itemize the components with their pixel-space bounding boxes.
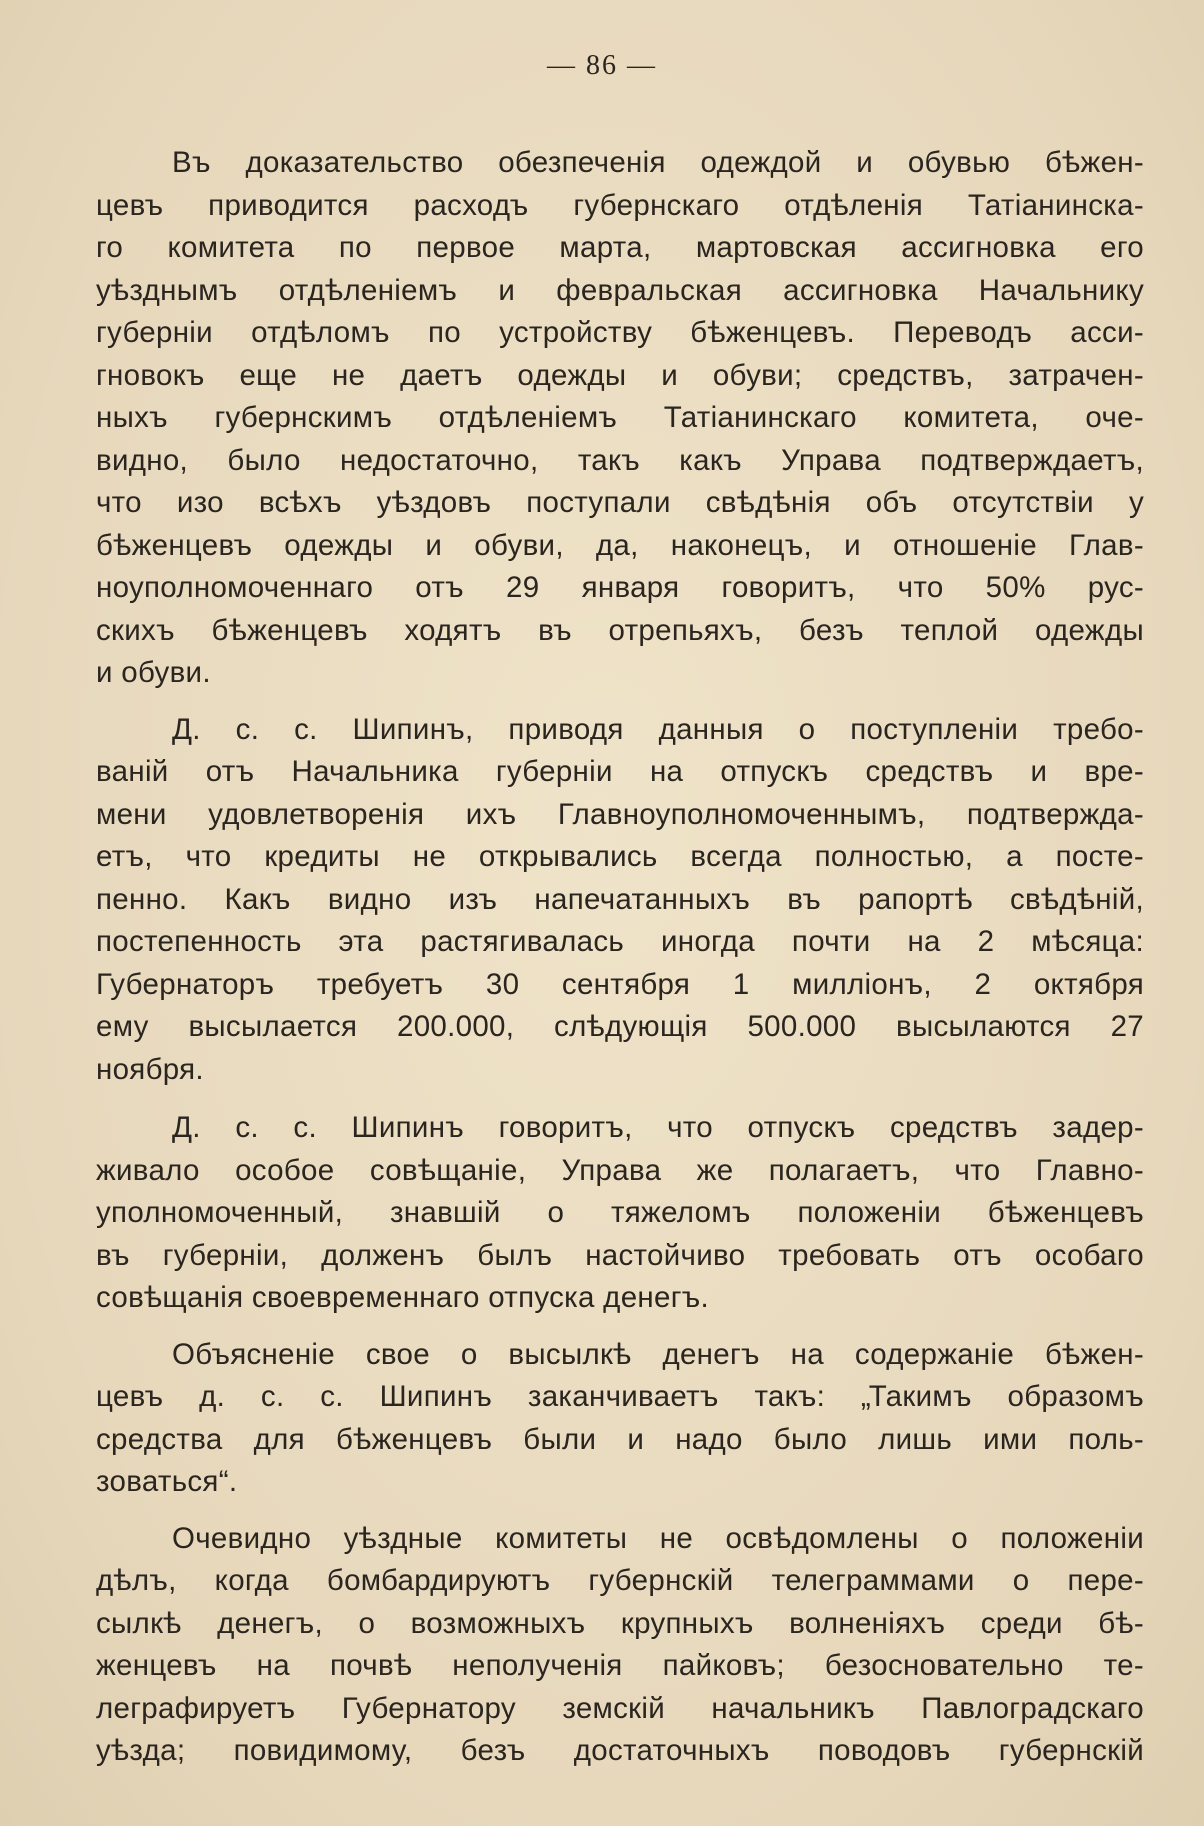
text-line: Въ доказательство обезпеченія одеждой и обувью бѣжен-: [172, 146, 1144, 179]
text-line: цевъ приводится расходъ губернскаго отдѣленія Татіанинска-: [96, 188, 1144, 222]
text-line: пенно. Какъ видно изъ напечатанныхъ въ рапортѣ свѣдѣній,: [96, 882, 1144, 916]
text-line: уѣзднымъ отдѣленіемъ и февральская ассигновка Начальнику: [96, 273, 1144, 307]
text-line: губерніи отдѣломъ по устройству бѣженцевъ. Переводъ асси-: [96, 316, 1144, 349]
text-line: Д. с. с. Шипинъ, приводя данныя о поступленіи требо-: [172, 712, 1144, 746]
text-line: въ губерніи, долженъ былъ настойчиво требовать отъ особаго: [96, 1238, 1144, 1272]
text-line: скихъ бѣженцевъ ходятъ въ отрепьяхъ, безъ теплой одежды: [96, 613, 1144, 647]
text-line: Д. с. с. Шипинъ говоритъ, что отпускъ средствъ задер-: [172, 1111, 1144, 1144]
paragraph: [96, 709, 1144, 1092]
text-line: уѣзда; повидимому, безъ достаточныхъ поводовъ губернскій: [96, 1734, 1144, 1767]
text-line: гновокъ еще не даетъ одежды и обуви; средствъ, затрачен-: [96, 358, 1144, 392]
text-line: что изо всѣхъ уѣздовъ поступали свѣдѣнія объ отсутствіи у: [96, 486, 1144, 519]
text-line: средства для бѣженцевъ были и надо было лишь ими поль-: [96, 1422, 1144, 1456]
text-line: леграфируетъ Губернатору земскій начальникъ Павлоградскаго: [96, 1691, 1144, 1725]
text-line: ноуполномоченнаго отъ 29 января говоритъ, что 50% рус-: [96, 571, 1144, 604]
text-line: живало особое совѣщаніе, Управа же полагаетъ, что Главно-: [96, 1153, 1144, 1187]
paragraph: [96, 1334, 1144, 1504]
text-line: ваній отъ Начальника губерніи на отпускъ средствъ и вре-: [96, 755, 1144, 788]
text-line: цевъ д. с. с. Шипинъ заканчиваетъ такъ: „Такимъ образомъ: [96, 1380, 1144, 1413]
text-line: Губернаторъ требуетъ 30 сентября 1 милліонъ, 2 октября: [96, 967, 1144, 1001]
text-line: го комитета по первое марта, мартовская ассигновка его: [96, 231, 1144, 264]
paragraph: [96, 142, 1144, 695]
text-line: ноября.: [96, 1052, 204, 1086]
text-line: зоваться“.: [96, 1465, 238, 1498]
text-line: и обуви.: [96, 656, 211, 689]
text-line: ему высылается 200.000, слѣдующія 500.000 высылаются 27: [96, 1010, 1144, 1043]
text-line: Объясненіе свое о высылкѣ денегъ на содержаніе бѣжен-: [172, 1337, 1144, 1371]
text-line: ныхъ губернскимъ отдѣленіемъ Татіанинскаго комитета, оче-: [96, 401, 1144, 434]
text-line: дѣлъ, когда бомбардируютъ губернскій телеграммами о пере-: [96, 1564, 1144, 1597]
text-line: етъ, что кредиты не открывались всегда полностью, а посте-: [96, 840, 1144, 873]
text-line: совѣщанія своевременнаго отпуска денегъ.: [96, 1281, 709, 1314]
text-line: видно, было недостаточно, такъ какъ Управа подтверждаетъ,: [96, 443, 1144, 477]
text-line: постепенность эта растягивалась иногда почти на 2 мѣсяца:: [96, 925, 1144, 958]
text-line: сылкѣ денегъ, о возможныхъ крупныхъ волненіяхъ среди бѣ-: [96, 1606, 1144, 1640]
text-line: уполномоченный, знавшій о тяжеломъ положеніи бѣженцевъ: [96, 1196, 1144, 1229]
text-line: мени удовлетворенія ихъ Главноуполномоченнымъ, подтвержда-: [96, 797, 1144, 831]
page-number: — 86 —: [547, 50, 657, 81]
paragraph: [96, 1107, 1144, 1320]
paragraph: [96, 1518, 1144, 1773]
text-line: бѣженцевъ одежды и обуви, да, наконецъ, и отношеніе Глав-: [96, 528, 1144, 562]
text-line: женцевъ на почвѣ неполученія пайковъ; безосновательно те-: [96, 1649, 1144, 1682]
body-text: [96, 142, 1144, 1787]
text-line: Очевидно уѣздные комитеты не освѣдомлены о положеніи: [172, 1521, 1144, 1555]
